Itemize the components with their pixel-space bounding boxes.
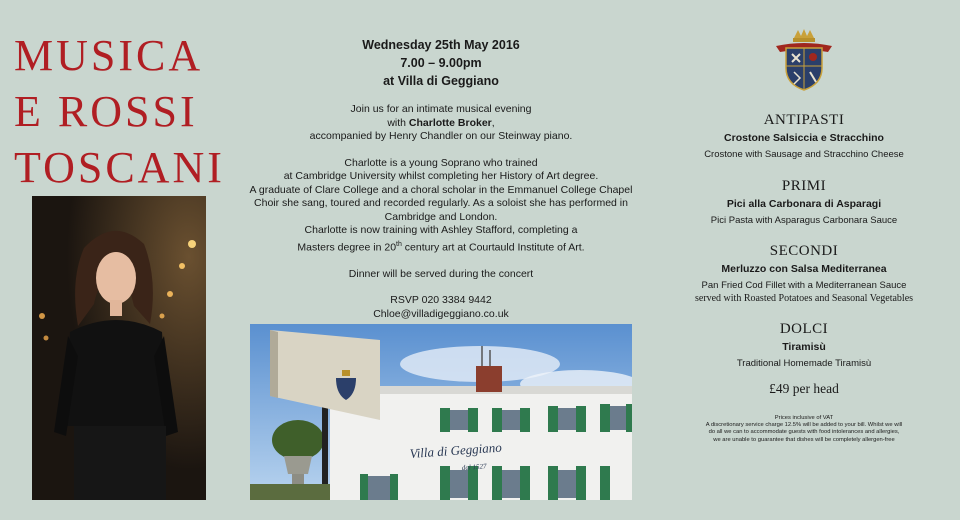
dinner-menu xyxy=(678,112,930,444)
menu-section-secondi xyxy=(678,243,930,305)
course-title: SECONDI xyxy=(769,243,839,259)
fine-print-line: we are unable to guarantee that dishes will be completely allergen-free xyxy=(713,436,895,443)
dish-name: Merluzzo con Salsa Mediterranea xyxy=(721,263,887,275)
rsvp-phone: RSVP 020 3384 9442 xyxy=(390,294,492,306)
dish-name: Pici alla Carbonara di Asparagi xyxy=(726,197,882,210)
rsvp-email[interactable]: Chloe@villadigeggiano.co.uk xyxy=(373,307,509,320)
villa-wall-sign: Villa di Geggiano xyxy=(409,439,503,461)
title-line-1: MUSICA xyxy=(14,31,204,80)
title-line-3: TOSCANI xyxy=(14,143,225,192)
bio-line-1: Charlotte is a young Soprano who trained xyxy=(344,156,538,169)
bio-line-2: at Cambridge University whilst completing her History of Art degree. xyxy=(283,170,599,182)
dish-description: Traditional Homemade Tiramisù xyxy=(736,358,872,369)
fine-print-line: do all we can to accommodate guests with food intolerances and allergies, xyxy=(708,429,900,436)
villa-wall-sign-sub: dal 1527 xyxy=(461,462,487,472)
price-per-head: £49 per head xyxy=(769,380,839,396)
bio-line-7b: century art at Courtauld Institute of Art. xyxy=(401,241,585,253)
singer-name: Charlotte Broker xyxy=(408,116,492,129)
dish-description: served with Roasted Potatoes and Seasonal Vegetables xyxy=(694,292,914,304)
intro-prefix: with xyxy=(387,116,409,129)
intro-line-2 xyxy=(246,117,636,131)
fine-print-line: A discretionary service charge 12.5% will be added to your bill. Whilst we will xyxy=(705,421,903,428)
course-title: PRIMI xyxy=(781,177,827,194)
bio-line-7a: Masters degree in 20 xyxy=(297,241,397,253)
event-details xyxy=(246,36,636,321)
dish-name: Tiramisù xyxy=(782,341,826,353)
event-venue: at Villa di Geggiano xyxy=(383,74,499,88)
bio-line-4: Choir she sang, toured and recorded regularly. As a soloist she has performed in xyxy=(254,197,628,209)
villa-photo xyxy=(250,324,632,500)
event-time: 7.00 – 9.00pm xyxy=(400,56,482,70)
bio-line-6: Charlotte is now training with Ashley Stafford, completing a xyxy=(304,224,578,236)
dish-description: Pan Fried Cod Fillet with a Mediterranean Sauce xyxy=(701,280,907,291)
event-date: Wednesday 25th May 2016 xyxy=(362,38,520,52)
dish-description: Crostone with Sausage and Stracchino Cheese xyxy=(704,149,904,160)
bio-sup: th xyxy=(396,240,402,248)
menu-section-primi xyxy=(678,178,930,228)
menu-section-antipasti xyxy=(678,112,930,162)
intro-line-3: accompanied by Henry Chandler on our Steinway piano. xyxy=(309,130,573,142)
bio-line-5: Cambridge and London. xyxy=(384,210,498,223)
course-title: DOLCI xyxy=(779,321,829,337)
dish-description: Pici Pasta with Asparagus Carbonara Sauce xyxy=(710,214,898,226)
intro-suffix: , xyxy=(491,116,495,129)
bio-line-3: A graduate of Clare College and a choral scholar in the Emmanuel College Chapel xyxy=(249,183,633,196)
event-title xyxy=(14,28,244,196)
title-line-2: E ROSSI xyxy=(14,87,198,136)
intro-line-1: Join us for an intimate musical evening xyxy=(350,103,532,115)
dish-name: Crostone Salsiccia e Stracchino xyxy=(724,132,884,144)
fine-print-line: Prices inclusive of VAT xyxy=(774,414,834,421)
singer-portrait-photo xyxy=(32,196,206,500)
menu-section-dolci xyxy=(678,321,930,371)
family-crest-logo xyxy=(774,28,834,92)
course-title: ANTIPASTI xyxy=(763,112,845,128)
dinner-note: Dinner will be served during the concert xyxy=(348,267,534,280)
bio-line-7 xyxy=(246,238,636,255)
